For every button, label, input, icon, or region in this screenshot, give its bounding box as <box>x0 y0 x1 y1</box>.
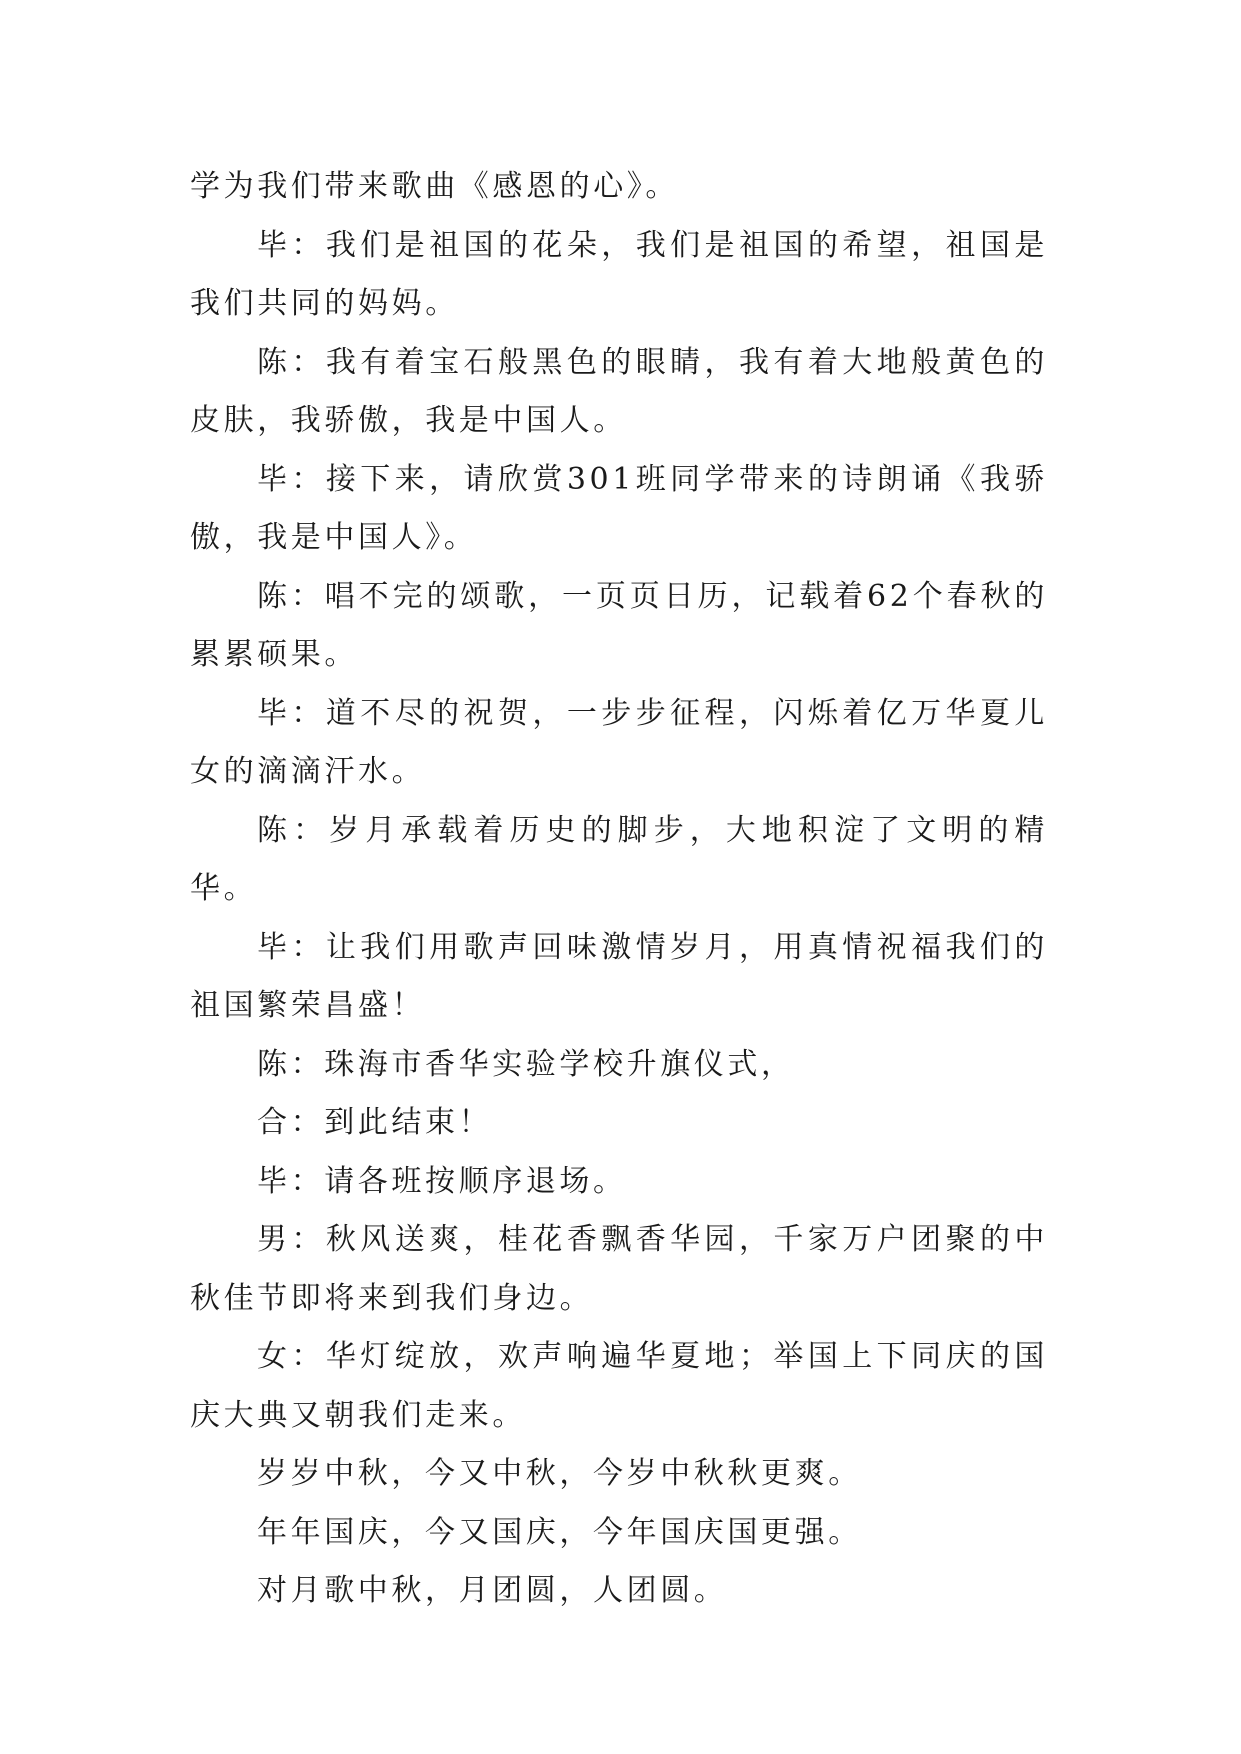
paragraph: 年年国庆，今又国庆，今年国庆国更强。 <box>257 1514 862 1550</box>
paragraph: 毕：接下来，请欣赏301班同学带来的诗朗诵《我骄傲，我是中国人》。 <box>190 461 1048 555</box>
paragraph: 陈：岁月承载着历史的脚步，大地积淀了文明的精华。 <box>190 812 1048 906</box>
paragraph: 毕：我们是祖国的花朵，我们是祖国的希望，祖国是我们共同的妈妈。 <box>190 227 1048 321</box>
paragraph: 陈：唱不完的颂歌，一页页日历，记载着62个春秋的累累硕果。 <box>190 578 1048 672</box>
paragraph: 对月歌中秋，月团圆，人团圆。 <box>257 1573 728 1608</box>
paragraph: 毕：让我们用歌声回味激情岁月，用真情祝福我们的祖国繁荣昌盛！ <box>190 929 1048 1023</box>
paragraph: 陈：珠海市香华实验学校升旗仪式， <box>257 1046 795 1082</box>
paragraph: 学为我们带来歌曲《感恩的心》。 <box>190 169 679 204</box>
paragraph: 男：秋风送爽，桂花香飘香华园，千家万户团聚的中秋佳节即将来到我们身边。 <box>190 1222 1048 1316</box>
document-body <box>190 158 1048 1621</box>
paragraph: 毕：请各班按顺序退场。 <box>257 1163 627 1199</box>
paragraph: 岁岁中秋，今又中秋，今岁中秋秋更爽。 <box>257 1456 862 1491</box>
paragraph: 合：到此结束！ <box>257 1105 493 1140</box>
paragraph: 女：华灯绽放，欢声响遍华夏地；举国上下同庆的国庆大典又朝我们走来。 <box>190 1339 1048 1433</box>
paragraph: 陈：我有着宝石般黑色的眼睛，我有着大地般黄色的皮肤，我骄傲，我是中国人。 <box>190 344 1048 438</box>
paragraph: 毕：道不尽的祝贺，一步步征程，闪烁着亿万华夏儿女的滴滴汗水。 <box>190 695 1048 789</box>
